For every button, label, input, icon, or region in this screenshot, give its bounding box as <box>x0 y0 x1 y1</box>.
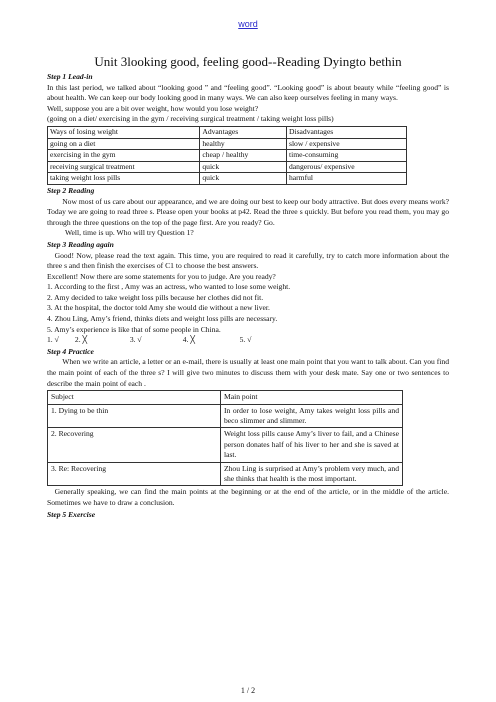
step5-heading: Step 5 Exercise <box>47 509 96 519</box>
table-cell: 1. Dying to be thin <box>48 404 221 428</box>
page-number: 1 / 2 <box>240 686 256 695</box>
table-cell: cheap / healthy <box>200 150 287 162</box>
answer-item: 2. ╳ <box>74 335 88 345</box>
table-cell: healthy <box>200 138 287 150</box>
table-header-cell: Disadvantages <box>286 126 406 138</box>
step1-intro: In this last period, we talked about “looking good ” and “feeling good”. “Looking good” is about beauty while “feeling good” is about health. We can keep our body looking good in many ways. We can also keep ourselves feeling in many ways. <box>47 82 449 103</box>
table-header-cell: Subject <box>48 391 221 404</box>
table-row <box>48 161 407 173</box>
table-cell: quick <box>200 161 287 173</box>
table-cell: Zhou Ling is surprised at Amy’s problem very much, and she thinks that health is the most important. <box>221 462 403 486</box>
step4-heading: Step 4 Practice <box>47 346 94 356</box>
header-word-link[interactable]: word <box>238 19 258 29</box>
answer-key <box>47 335 449 346</box>
table-row <box>48 173 407 185</box>
statement-item: 4. Zhou Ling, Amy’s friend, thinks diets and weight loss pills are necessary. <box>47 314 278 324</box>
table-row <box>48 428 403 462</box>
main-point-table <box>47 390 403 486</box>
table-cell: taking weight loss pills <box>48 173 200 185</box>
table-cell: Weight loss pills cause Amy’s liver to fail, and a Chinese person donates half of his liver to her and she is saved at last. <box>221 428 403 462</box>
table-header-row <box>48 126 407 138</box>
table-row <box>48 138 407 150</box>
answer-item: 4. ╳ <box>182 335 195 345</box>
weight-loss-table <box>47 126 407 185</box>
table-cell: 3. Re: Recovering <box>48 462 221 486</box>
table-cell: 2. Recovering <box>48 428 221 462</box>
step2-heading: Step 2 Reading <box>47 185 95 195</box>
step3-heading: Step 3 Reading again <box>47 239 114 249</box>
table-cell: slow / expensive <box>286 138 406 150</box>
table-row <box>48 150 407 162</box>
table-cell: receiving surgical treatment <box>48 161 200 173</box>
step4-after: Generally speaking, we can find the main points at the beginning or at the end of the article, or in the middle of the article. Sometimes we have to draw a conclusion. <box>47 487 449 508</box>
table-header-cell: Advantages <box>200 126 287 138</box>
table-cell: harmful <box>286 173 406 185</box>
statement-item: 5. Amy’s experience is like that of some people in China. <box>47 324 221 334</box>
table-cell: In order to lose weight, Amy takes weight loss pills and beco slimmer and slimmer. <box>221 404 403 428</box>
step2-line: Well, time is up. Who will try Question 1? <box>65 228 194 238</box>
step2-paragraph: Now most of us care about our appearance, and we are doing our best to keep our body attractive. But does every means work? Today we are going to read three s. Please open your books at p42. Read the three s quickly. But before you read them, you may go through the three questions on the top of the page first. Are you ready? Go. <box>47 196 449 227</box>
answer-item: 1. √ <box>47 335 59 345</box>
table-cell: going on a diet <box>48 138 200 150</box>
table-header-row <box>48 391 403 404</box>
answer-item: 3. √ <box>129 335 142 345</box>
step3-line: Excellent! Now there are some statements for you to judge. Are you ready? <box>47 271 276 281</box>
table-row <box>48 404 403 428</box>
table-cell: dangerous/ expensive <box>286 161 406 173</box>
table-cell: quick <box>200 173 287 185</box>
document-body <box>47 71 449 520</box>
step3-paragraph: Good! Now, please read the text again. This time, you are required to read it carefully, try to catch more information about the three s and then finish the exercises of C1 to choose the best answers. <box>47 250 449 271</box>
table-header-cell: Main point <box>221 391 403 404</box>
step1-options: (going on a diet/ exercising in the gym / receiving surgical treatment / taking weight loss pills) <box>47 114 334 124</box>
page-title: Unit 3looking good, feeling good--Reading Dyingto bethin <box>94 54 402 69</box>
table-row <box>48 462 403 486</box>
statement-item: 3. At the hospital, the doctor told Amy she would die without a new liver. <box>47 303 270 313</box>
statement-item: 1. According to the first , Amy was an actress, who wanted to lose some weight. <box>47 282 291 292</box>
table-cell: time-consuming <box>286 150 406 162</box>
statement-item: 2. Amy decided to take weight loss pills because her clothes did not fit. <box>47 292 264 302</box>
step1-question: Well, suppose you are a bit over weight, how would you lose weight? <box>47 103 259 113</box>
step4-paragraph: When we write an article, a letter or an e-mail, there is usually at least one main point that you want to talk about. Can you find the main point of each of the three s? I will give two minutes to discuss them with your desk mate. Say one or two sentences to describe the main point of each . <box>47 357 449 388</box>
step1-heading: Step 1 Lead-in <box>47 72 93 81</box>
table-cell: exercising in the gym <box>48 150 200 162</box>
answer-item: 5. √ <box>239 335 252 345</box>
table-header-cell: Ways of losing weight <box>48 126 200 138</box>
